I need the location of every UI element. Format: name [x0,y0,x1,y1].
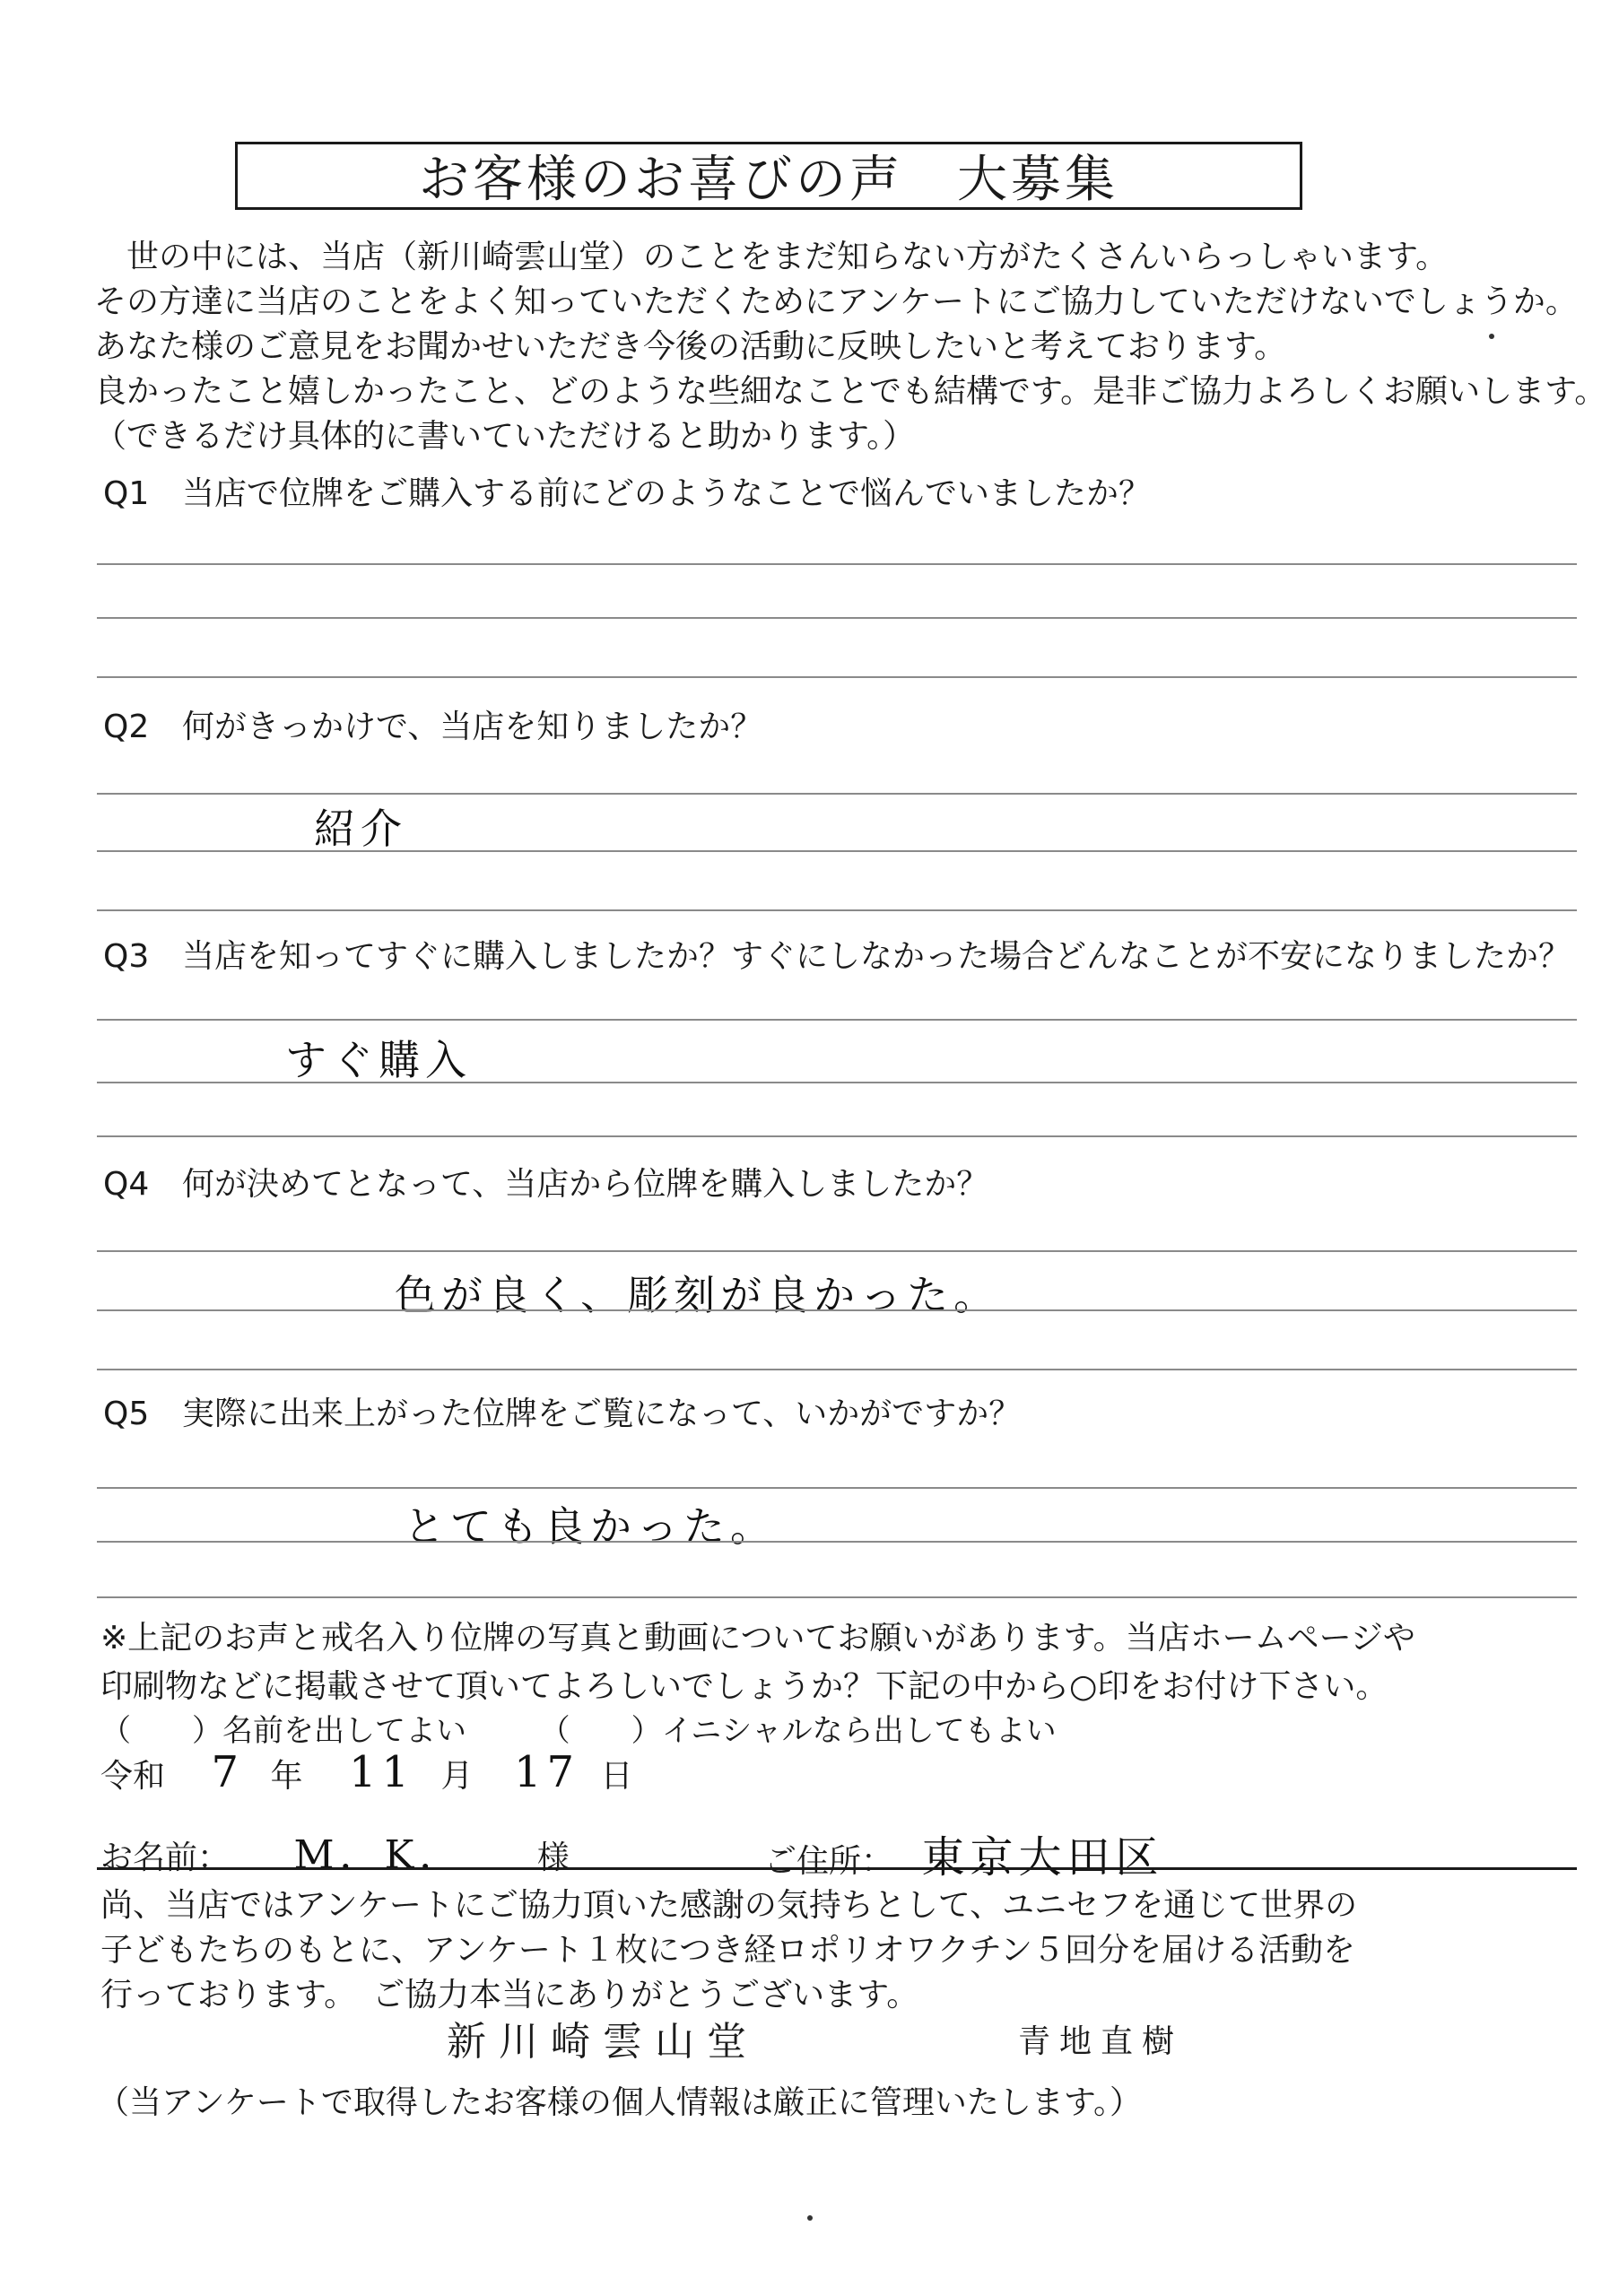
question-text: 何が決めてとなって、当店から位牌を購入しましたか？ [182,1166,989,1203]
question-number: Q5 [103,1396,150,1432]
name-label: お名前： [100,1839,231,1876]
handwritten-answer: すぐ購入 [285,1036,472,1084]
question-text: 実際に出来上がった位牌をご覧になって、いかがですか？ [182,1396,1022,1432]
era-label: 令和 [100,1758,166,1795]
intro-text [94,235,1607,459]
answer-line [97,850,1577,852]
answer-line [97,1082,1577,1083]
date-year: 7 [211,1747,245,1797]
answer-line [97,1369,1577,1370]
store-name: 新川崎雲山堂 [447,2019,759,2065]
question-3 [103,931,1571,977]
name-suffix: 様 [536,1839,570,1876]
question-5 [103,1388,1021,1434]
address-label: ご住所： [764,1843,894,1880]
question-text: 当店で位牌をご購入する前にどのようなことで悩んでいましたか？ [182,475,1152,512]
intro-line: その方達に当店のことをよく知っていただくためにアンケートにご協力していただけないでしょうか。 [94,283,1578,320]
address-row [764,1822,1163,1884]
name-row [100,1822,570,1880]
question-text: 当店を知ってすぐに購入しましたか？すぐにしなかった場合どんなことが不安になりましたか？ [182,938,1571,975]
intro-line: あなた様のご意見をお聞かせいただき今後の活動に反映したいと考えております。 [94,328,1287,365]
answer-line [97,1596,1577,1598]
scan-speck [807,2215,813,2221]
answer-line [97,617,1577,619]
answer-line [97,563,1577,565]
page-title: お客様のお喜びの声 大募集 [235,142,1302,210]
question-number: Q3 [103,938,150,975]
option-name-ok[interactable]: （ ）名前を出してよい [100,1713,466,1749]
answer-line [97,793,1577,795]
owner-name: 青地直樹 [1018,2023,1184,2060]
answer-line [97,1135,1577,1137]
handwritten-answer: とても良かった。 [404,1502,777,1551]
date-month: 11 [348,1747,415,1797]
answer-line [97,1541,1577,1543]
handwritten-answer: 紹介 [314,804,407,853]
question-number: Q4 [103,1166,150,1203]
closing-line: 行っております。 ご協力本当にありがとうございます。 [100,1977,919,2013]
intro-line: （できるだけ具体的に書いていただけると助かります。） [94,418,916,455]
question-4 [103,1159,988,1205]
question-1 [103,468,1151,514]
divider [97,1867,1577,1870]
day-label: 日 [600,1758,633,1795]
consent-options [100,1706,1057,1750]
closing-line: 尚、当店ではアンケートにご協力頂いた感謝の気持ちとして、ユニセフを通じて世界の [100,1887,1358,1924]
question-number: Q1 [103,475,150,512]
answer-line [97,1309,1577,1311]
question-text: 何がきっかけで、当店を知りましたか？ [182,709,763,745]
question-2 [103,701,762,747]
date-row [100,1747,632,1797]
privacy-note: （当アンケートで取得したお客様の個人情報は厳正に管理いたします。） [97,2084,1142,2121]
closing-line: 子どもたちのもとに、アンケート１枚につき経ロポリオワクチン５回分を届ける活動を [100,1932,1355,1969]
option-initial-ok[interactable]: （ ）イニシャルなら出してもよい [539,1713,1057,1749]
name-value: M．K． [293,1832,465,1878]
answer-line [97,1019,1577,1021]
date-day: 17 [513,1747,580,1797]
answer-line [97,909,1577,911]
question-number: Q2 [103,709,150,745]
consent-line: 印刷物などに掲載させて頂いてよろしいでしょうか？下記の中から○印をお付け下さい。 [100,1668,1388,1705]
answer-line [97,1250,1577,1252]
answer-line [97,1487,1577,1489]
scan-speck [1489,334,1494,339]
year-label: 年 [270,1758,303,1795]
consent-line: ※上記のお声と戒名入り位牌の写真と動画についてお願いがあります。当店ホームページや [100,1620,1415,1657]
month-label: 月 [440,1758,474,1795]
answer-line [97,676,1577,678]
intro-line: 良かったこと嬉しかったこと、どのような些細なことでも結構です。是非ご協力よろしくお願いします。 [94,373,1607,410]
intro-line: 世の中には、当店（新川崎雲山堂）のことをまだ知らない方がたくさんいらっしゃいます。 [94,239,1449,275]
address-value: 東京大田区 [921,1832,1164,1883]
handwritten-answer: 色が良く、彫刻が良かった。 [395,1271,1001,1319]
